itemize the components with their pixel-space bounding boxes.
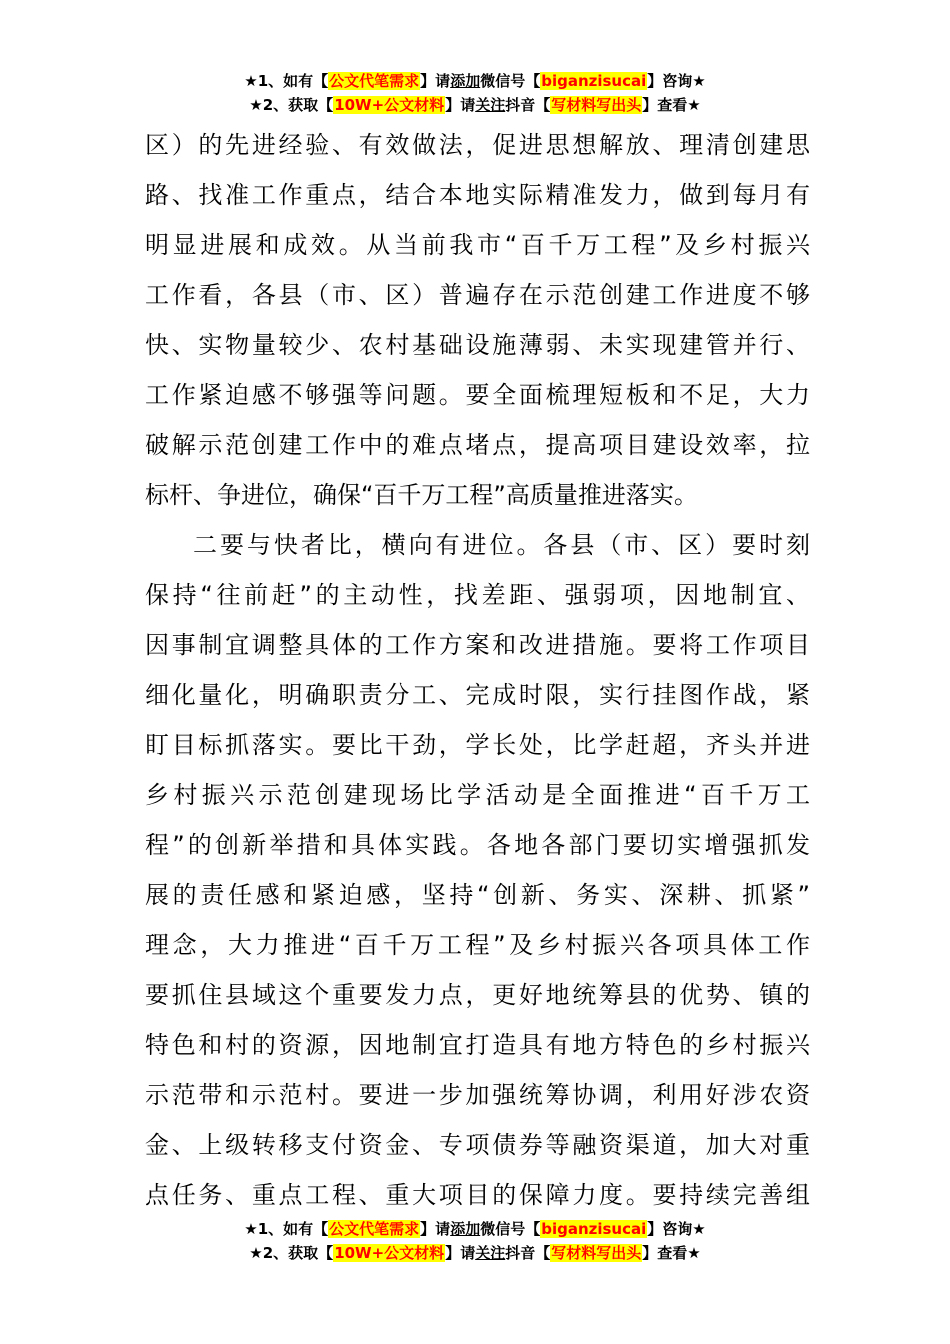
banner-text: 】咨询★	[647, 1220, 706, 1238]
banner-text: 抖音【	[505, 96, 551, 114]
banner-text: 微信号【	[480, 72, 541, 90]
banner-text: ★2、获取【	[249, 1244, 334, 1262]
text-line: 保持“往前赶”的主动性，找差距、强弱项，因地制宜、	[145, 581, 810, 609]
text-line: 标杆、争进位，确保“百千万工程”高质量推进落实。	[145, 481, 698, 509]
header-banner	[0, 69, 950, 117]
text-line: 工作紧迫感不够强等问题。要全面梳理短板和不足，大力	[145, 381, 810, 409]
text-line: 展的责任感和紧迫感，坚持“创新、务实、深耕、抓紧”	[145, 881, 810, 909]
banner-line-1	[0, 1217, 950, 1241]
text-line: 点任务、重点工程、重大项目的保障力度。要持续完善组	[145, 1181, 810, 1209]
highlight-text: 写材料写出头	[551, 96, 642, 114]
banner-line-1	[0, 69, 950, 93]
text-line: 盯目标抓落实。要比干劲，学长处，比学赶超，齐头并进	[145, 731, 810, 759]
banner-text: 抖音【	[505, 1244, 551, 1262]
banner-text: 】请	[420, 1220, 451, 1238]
text-line: 程”的创新举措和具体实践。各地各部门要切实增强抓发	[145, 831, 810, 859]
banner-text: 】查看★	[642, 96, 701, 114]
highlight-text: biganzisucai	[541, 72, 647, 90]
banner-line-2	[0, 93, 950, 117]
banner-text: ★1、如有【	[244, 72, 329, 90]
text-line: 示范带和示范村。要进一步加强统筹协调，利用好涉农资	[145, 1081, 810, 1109]
banner-line-2	[0, 1241, 950, 1265]
highlight-text: 写材料写出头	[551, 1244, 642, 1262]
underlined-text: 关注	[475, 1244, 506, 1262]
highlight-text: 10W+公文材料	[334, 1244, 445, 1262]
text-line: 二要与快者比，横向有进位。各县（市、区）要时刻	[193, 531, 810, 559]
underlined-text: 添加	[450, 1220, 481, 1238]
text-line: 区）的先进经验、有效做法，促进思想解放、理清创建思	[145, 131, 810, 159]
text-line: 理念，大力推进“百千万工程”及乡村振兴各项具体工作	[145, 931, 810, 959]
text-line: 路、找准工作重点，结合本地实际精准发力，做到每月有	[145, 181, 810, 209]
text-line: 明显进展和成效。从当前我市“百千万工程”及乡村振兴	[145, 231, 810, 259]
document-body	[145, 120, 810, 1220]
banner-text: 】查看★	[642, 1244, 701, 1262]
text-line: 快、实物量较少、农村基础设施薄弱、未实现建管并行、	[145, 331, 810, 359]
highlight-text: 公文代笔需求	[329, 72, 420, 90]
banner-text: 】咨询★	[647, 72, 706, 90]
text-line: 乡村振兴示范创建现场比学活动是全面推进“百千万工	[145, 781, 810, 809]
underlined-text: 添加	[450, 72, 481, 90]
banner-text: 】请	[445, 96, 476, 114]
banner-text: 】请	[445, 1244, 476, 1262]
text-line: 细化量化，明确职责分工、完成时限，实行挂图作战，紧	[145, 681, 810, 709]
banner-text: 】请	[420, 72, 451, 90]
text-line: 金、上级转移支付资金、专项债券等融资渠道，加大对重	[145, 1131, 810, 1159]
banner-text: ★2、获取【	[249, 96, 334, 114]
highlight-text: biganzisucai	[541, 1220, 647, 1238]
text-line: 工作看，各县（市、区）普遍存在示范创建工作进度不够	[145, 281, 810, 309]
text-line: 要抓住县域这个重要发力点，更好地统筹县的优势、镇的	[145, 981, 810, 1009]
footer-banner	[0, 1217, 950, 1265]
text-line: 因事制宜调整具体的工作方案和改进措施。要将工作项目	[145, 631, 810, 659]
banner-text: 微信号【	[480, 1220, 541, 1238]
highlight-text: 10W+公文材料	[334, 96, 445, 114]
underlined-text: 关注	[475, 96, 506, 114]
text-line: 特色和村的资源，因地制宜打造具有地方特色的乡村振兴	[145, 1031, 810, 1059]
text-line: 破解示范创建工作中的难点堵点，提高项目建设效率，拉	[145, 431, 810, 459]
banner-text: ★1、如有【	[244, 1220, 329, 1238]
highlight-text: 公文代笔需求	[329, 1220, 420, 1238]
